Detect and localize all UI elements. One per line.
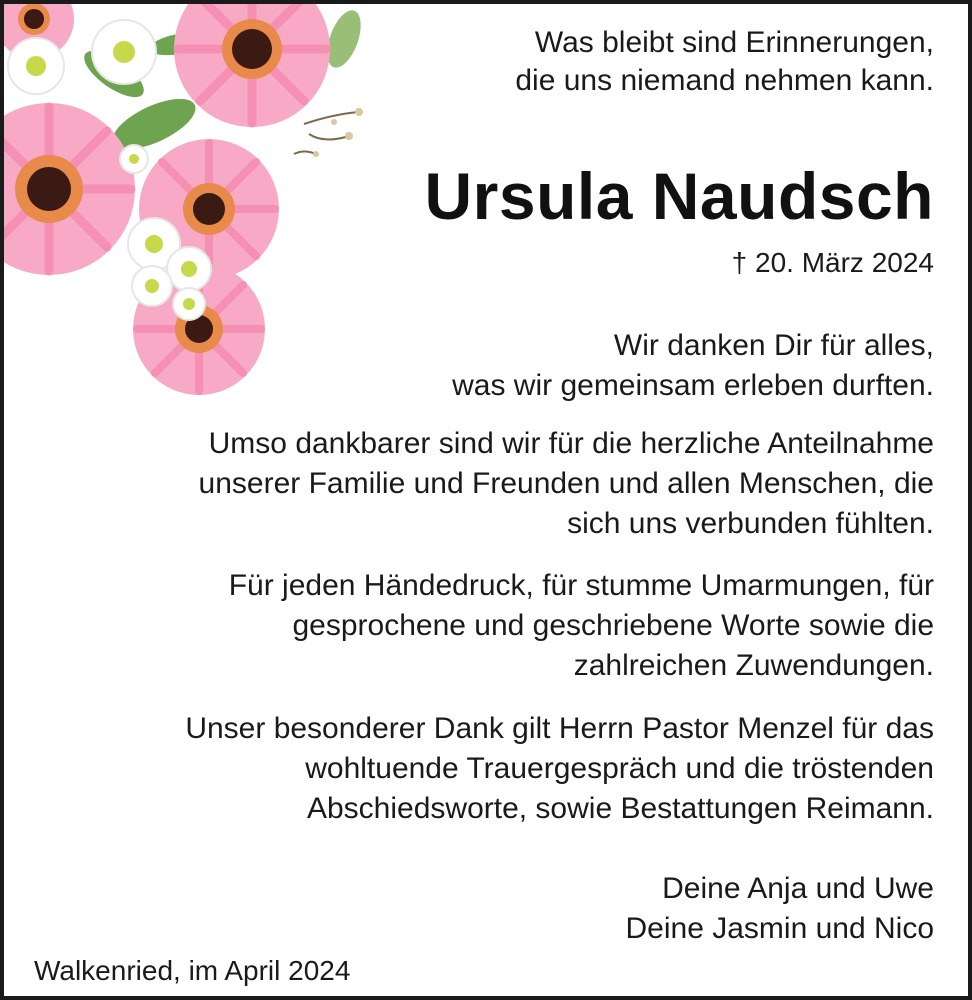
special-thanks-paragraph bbox=[185, 709, 934, 829]
paragraph-line: Unser besonderer Dank gilt Herrn Pastor Menzel für das bbox=[185, 712, 934, 745]
signatures bbox=[626, 869, 934, 949]
motto-line: die uns niemand nehmen kann. bbox=[515, 64, 934, 97]
motto bbox=[515, 24, 934, 100]
paragraph-line: gesprochene und geschriebene Worte sowie die bbox=[292, 609, 934, 642]
condolences-paragraph bbox=[229, 566, 934, 686]
flower-bouquet-icon bbox=[4, 4, 376, 399]
signature-line: Deine Anja und Uwe bbox=[662, 872, 934, 905]
paragraph-line: sich uns verbunden fühlten. bbox=[567, 507, 934, 540]
paragraph-line: unserer Familie und Freunden und allen Menschen, die bbox=[198, 467, 934, 500]
signature-line: Deine Jasmin und Nico bbox=[625, 912, 934, 945]
paragraph-line: Abschiedsworte, sowie Bestattungen Reimann. bbox=[306, 792, 934, 825]
paragraph-line: Umso dankbarer sind wir für die herzliche Anteilnahme bbox=[208, 427, 934, 460]
thanks-paragraph bbox=[452, 326, 934, 406]
motto-line: Was bleibt sind Erinnerungen, bbox=[534, 26, 934, 59]
gratitude-paragraph bbox=[199, 424, 934, 544]
paragraph-line: Für jeden Händedruck, für stumme Umarmungen, für bbox=[228, 569, 934, 602]
paragraph-line: was wir gemeinsam erleben durften. bbox=[452, 369, 934, 402]
paragraph-line: wohltuende Trauergespräch und die tröstenden bbox=[305, 752, 934, 785]
paragraph-line: zahlreichen Zuwendungen. bbox=[573, 649, 934, 682]
death-date: † 20. März 2024 bbox=[731, 247, 934, 278]
place-and-date: Walkenried, im April 2024 bbox=[34, 955, 351, 986]
deceased-name: Ursula Naudsch bbox=[424, 159, 934, 233]
paragraph-line: Wir danken Dir für alles, bbox=[613, 329, 934, 362]
